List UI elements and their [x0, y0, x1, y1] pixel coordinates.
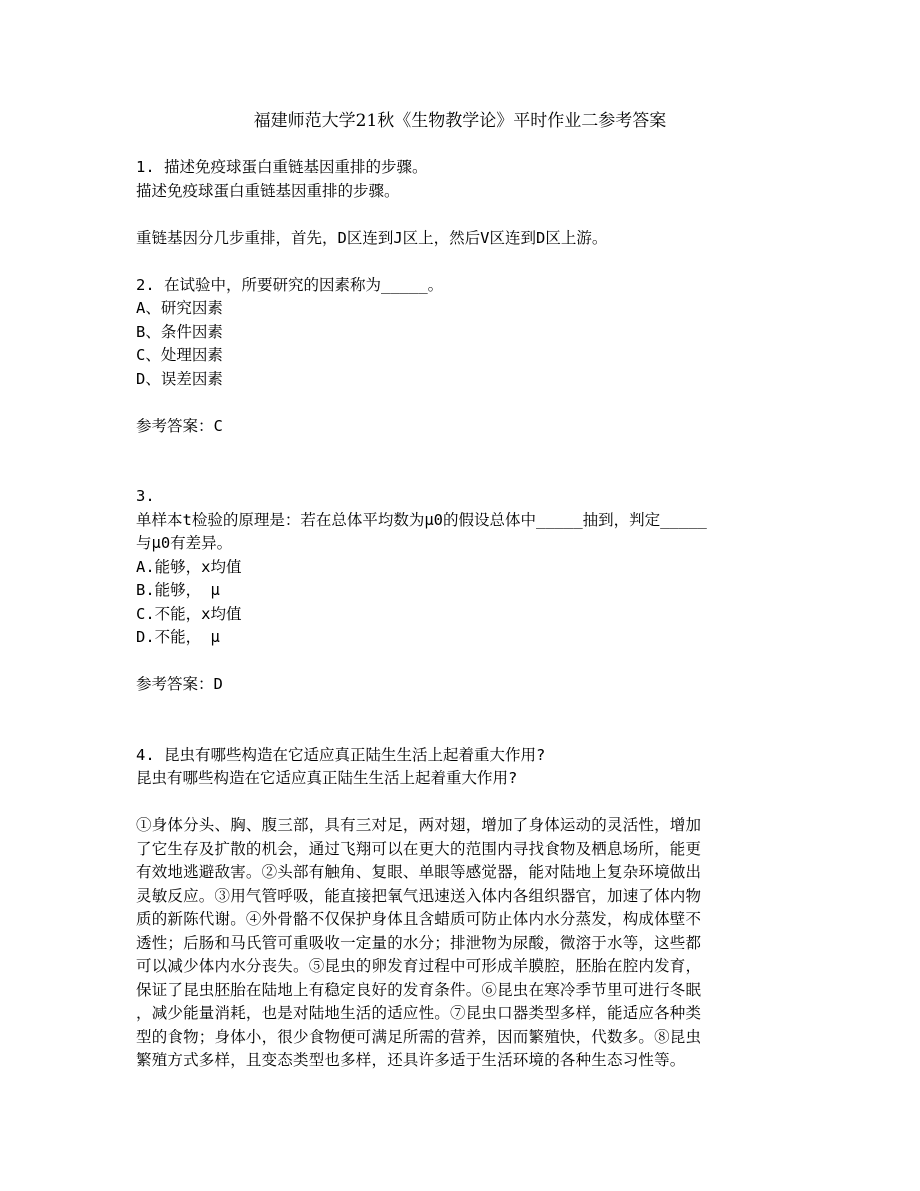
- question-4-answer-line: ①身体分头、胸、腹三部，具有三对足，两对翅，增加了身体运动的灵活性，增加: [136, 816, 702, 834]
- question-2: [136, 274, 788, 439]
- question-4-answer-line: 繁殖方式多样，且变态类型也多样，还具许多适于生活环境的各种生态习性等。: [136, 1051, 686, 1069]
- question-4-answer-line: 透性；后肠和马氏管可重吸收一定量的水分；排泄物为尿酸，微溶于水等，这些都: [136, 933, 702, 952]
- question-4-answer: [136, 814, 788, 1073]
- question-3-option-c: C.不能，x均值: [136, 604, 242, 623]
- question-3-answer: 参考答案：D: [136, 675, 223, 693]
- question-4-answer-line: 有效地逃避敌害。②头部有触角、复眼、单眼等感觉器，能对陆地上复杂环境做出: [136, 863, 702, 881]
- question-3-option-a: A.能够，x均值: [136, 557, 242, 576]
- question-2-option-a: A、研究因素: [136, 299, 223, 317]
- question-3-number: 3.: [136, 487, 155, 505]
- question-2-stem: 2. 在试验中，所要研究的因素称为_____。: [136, 275, 444, 294]
- question-4-answer-line: 了它生存及扩散的机会，通过飞翔可以在更大的范围内寻找食物及栖息场所，能更: [136, 839, 702, 858]
- question-1-stem-repeat: 描述免疫球蛋白重链基因重排的步骤。: [136, 181, 400, 200]
- question-3-stem-line-2: 与μ0有差异。: [136, 534, 233, 552]
- question-1-stem: 1. 描述免疫球蛋白重链基因重排的步骤。: [136, 158, 428, 176]
- question-4-answer-line: 保证了昆虫胚胎在陆地上有稳定良好的发育条件。⑥昆虫在寒冷季节里可进行冬眠: [136, 980, 702, 999]
- question-3-option-d: D.不能， μ: [136, 628, 220, 646]
- question-3-stem-line-1: 单样本t检验的原理是：若在总体平均数为μ0的假设总体中_____抽到，判定_____: [136, 510, 707, 529]
- question-4-answer-line: 灵敏反应。③用气管呼吸，能直接把氧气迅速送入体内各组织器官，加速了体内物: [136, 886, 702, 905]
- question-4-stem-repeat: 昆虫有哪些构造在它适应真正陆生生活上起着重大作用?: [136, 769, 518, 787]
- question-4-answer-line: 质的新陈代谢。④外骨骼不仅保护身体且含蜡质可防止体内水分蒸发，构成体壁不: [136, 910, 702, 928]
- question-3: [136, 485, 788, 697]
- question-3-option-b: B.能够， μ: [136, 581, 220, 599]
- question-2-option-c: C、处理因素: [136, 346, 223, 364]
- document-title: 福建师范大学21秋《生物教学论》平时作业二参考答案: [253, 111, 667, 131]
- question-1: [136, 156, 788, 250]
- question-4-answer-line: ，减少能量消耗，也是对陆地生活的适应性。⑦昆虫口器类型多样，能适应各种类: [136, 1004, 702, 1022]
- question-4: [136, 744, 788, 1073]
- question-2-answer: 参考答案：C: [136, 416, 223, 435]
- document-body: [136, 156, 788, 1073]
- question-2-option-d: D、误差因素: [136, 369, 223, 388]
- question-4-answer-line: 可以减少体内水分丧失。⑤昆虫的卵发育过程中可形成羊膜腔，胚胎在腔内发育，: [136, 957, 702, 975]
- question-2-option-b: B、条件因素: [136, 322, 223, 341]
- question-1-answer: 重链基因分几步重排，首先，D区连到J区上，然后V区连到D区上游。: [136, 228, 608, 247]
- question-4-answer-line: 型的食物；身体小，很少食物便可满足所需的营养，因而繁殖快，代数多。⑧昆虫: [136, 1027, 702, 1046]
- question-4-stem: 4. 昆虫有哪些构造在它适应真正陆生生活上起着重大作用?: [136, 745, 546, 764]
